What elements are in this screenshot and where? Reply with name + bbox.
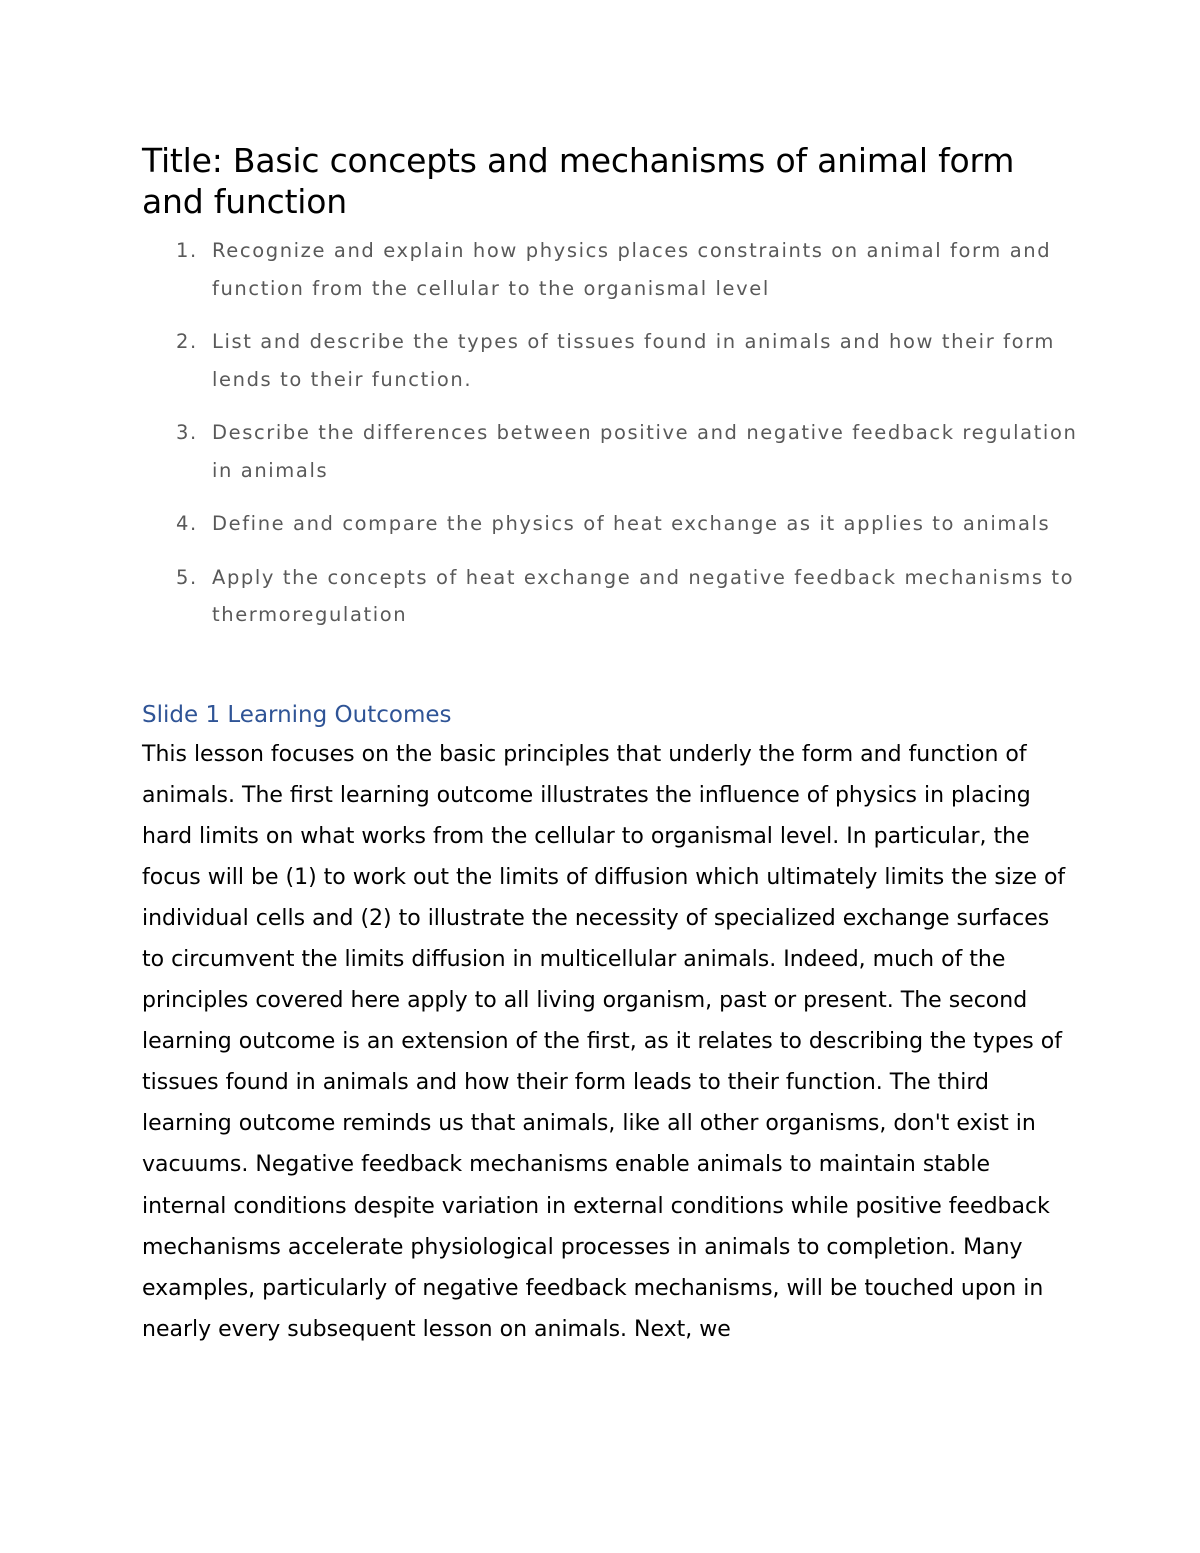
- list-item: [142, 323, 1092, 398]
- list-item-text: Apply the concepts of heat exchange and negative feedback mechanisms to thermoregulation: [212, 565, 1075, 626]
- list-item: [142, 505, 1092, 543]
- list-item-number: 1.: [176, 239, 198, 262]
- list-item: [142, 414, 1092, 489]
- list-item-number: 2.: [176, 330, 198, 353]
- list-item-number: 3.: [176, 421, 198, 444]
- list-item-text: Recognize and explain how physics places constraints on animal form and function from the cellular to the organismal level: [212, 239, 1052, 300]
- list-item-number: 5.: [176, 565, 198, 589]
- list-item: [142, 232, 1092, 307]
- section-heading: Slide 1 Learning Outcomes: [142, 701, 452, 728]
- document-page: [142, 140, 1078, 1350]
- list-item: [142, 559, 1092, 634]
- list-item-text: List and describe the types of tissues found in animals and how their form lends to their function.: [212, 330, 1055, 391]
- document-title: Title: Basic concepts and mechanisms of animal form and function: [142, 141, 1015, 221]
- list-item-number: 4.: [176, 512, 198, 535]
- list-item-text: Define and compare the physics of heat exchange as it applies to animals: [212, 512, 1051, 535]
- learning-outcomes-list: [142, 232, 1078, 634]
- body-paragraph: This lesson focuses on the basic principles that underly the form and function of animals. The first learning outcome illustrates the influence of physics in placing hard limits on what works from the cellular to organismal level. In particular, the focus will be (1) to work out the limits of diffusion which ultimately limits the size of individual cells and (2) to illustrate the necessity of specialized exchange surfaces to circumvent the limits diffusion in multicellular animals. Indeed, much of the principles covered here apply to all living organism, past or present. The second learning outcome is an extension of the first, as it relates to describing the types of tissues found in animals and how their form leads to their function. The third learning outcome reminds us that animals, like all other organisms, don't exist in vacuums. Negative feedback mechanisms enable animals to maintain stable internal conditions despite variation in external conditions while positive feedback mechanisms accelerate physiological processes in animals to completion. Many examples, particularly of negative feedback mechanisms, will be touched upon in nearly every subsequent lesson on animals. Next, we: [142, 741, 1066, 1342]
- list-item-text: Describe the differences between positive and negative feedback regulation in animals: [212, 421, 1078, 482]
